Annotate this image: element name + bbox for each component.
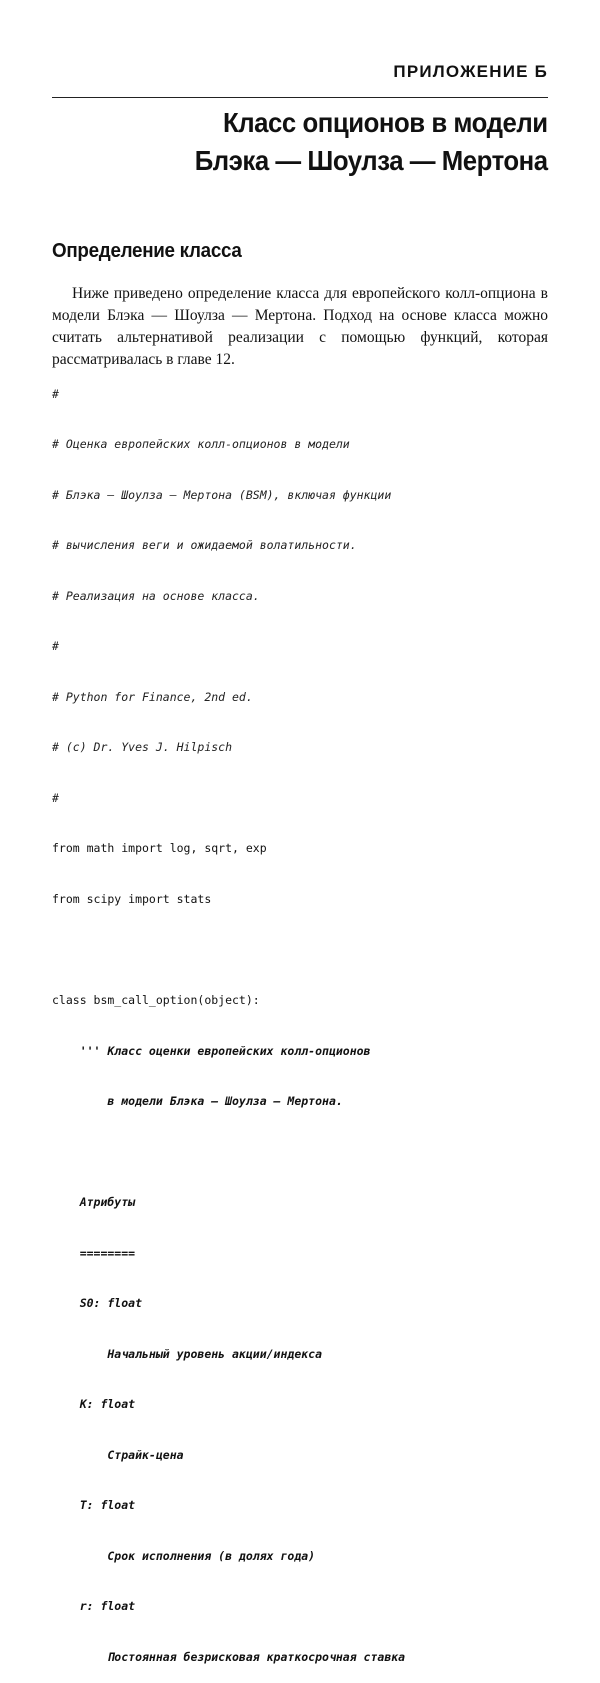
page-title bbox=[195, 104, 548, 180]
code-listing bbox=[52, 352, 548, 1683]
title-line-2: Блэка — Шоулза — Мертона bbox=[195, 145, 548, 176]
code-line: # bbox=[52, 639, 59, 654]
code-line: Срок исполнения (в долях года) bbox=[52, 1548, 316, 1563]
code-line: ======== bbox=[52, 1245, 136, 1260]
code-line: K: float bbox=[52, 1397, 136, 1412]
code-line: ''' Класс оценки европейских колл-опционов bbox=[52, 1043, 371, 1058]
appendix-label: ПРИЛОЖЕНИЕ Б bbox=[393, 62, 548, 81]
title-line-1: Класс опционов в модели bbox=[223, 107, 548, 138]
code-line: S0: float bbox=[52, 1296, 143, 1311]
code-line bbox=[52, 1144, 548, 1161]
intro-paragraph: Ниже приведено определение класса для европейского колл-опциона в модели Блэка — Шоулза — Мертона. Подход на основе класса можно считать альтернативой реализации с помощью функций, которая рассматривалась в главе 12. bbox=[52, 285, 548, 368]
code-line: в модели Блэка — Шоулза — Мертона. bbox=[52, 1094, 343, 1109]
code-line: Начальный уровень акции/индекса bbox=[52, 1346, 323, 1361]
code-line: Страйк-цена bbox=[52, 1447, 184, 1462]
code-line: # Блэка — Шоулза — Мертона (BSM), включая функции bbox=[52, 487, 392, 502]
code-line: # bbox=[52, 790, 59, 805]
code-line: # Python for Finance, 2nd ed. bbox=[52, 689, 253, 704]
code-line: # вычисления веги и ожидаемой волатильности. bbox=[52, 538, 357, 553]
code-line: T: float bbox=[52, 1498, 136, 1513]
code-line: from math import log, sqrt, exp bbox=[52, 841, 267, 856]
code-line: from scipy import stats bbox=[52, 892, 212, 906]
code-line: # bbox=[52, 386, 59, 401]
code-line: r: float bbox=[52, 1599, 136, 1614]
code-line: class bsm_call_option(object): bbox=[52, 993, 260, 1008]
section-heading: Определение класса bbox=[52, 240, 242, 262]
header-rule bbox=[52, 97, 548, 98]
code-line: # Оценка европейских колл-опционов в модели bbox=[52, 437, 350, 452]
code-line: Постоянная безрисковая краткосрочная ставка bbox=[52, 1649, 406, 1664]
code-line: # Реализация на основе класса. bbox=[52, 588, 260, 603]
code-line: # (c) Dr. Yves J. Hilpisch bbox=[52, 740, 233, 755]
code-line: Атрибуты bbox=[52, 1195, 136, 1210]
code-line bbox=[52, 942, 548, 959]
